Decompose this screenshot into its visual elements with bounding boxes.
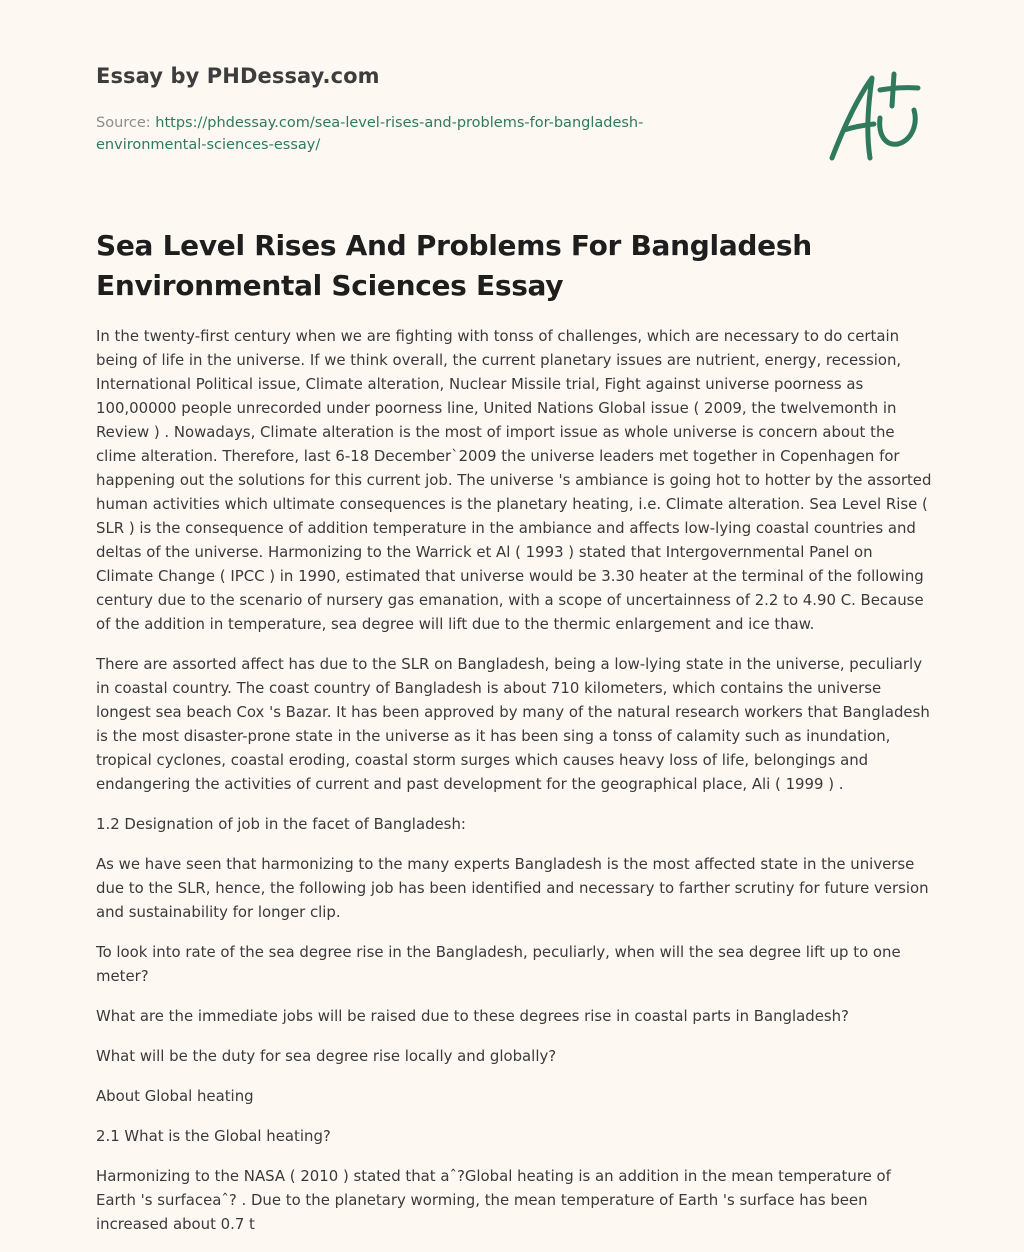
site-title: Essay by PHDessay.com bbox=[96, 64, 380, 88]
article-title: Sea Level Rises And Problems For Bangladesh Environmental Sciences Essay bbox=[96, 229, 812, 302]
a-plus-logo-icon bbox=[820, 66, 930, 166]
paragraph: What will be the duty for sea degree rise locally and globally? bbox=[96, 1047, 557, 1065]
source-link[interactable]: https://phdessay.com/sea-level-rises-and-problems-for-bangladesh-environmental-sciences-essay/ bbox=[96, 115, 644, 153]
source-label: Source: bbox=[96, 115, 156, 131]
paragraph: There are assorted affect has due to the SLR on Bangladesh, being a low-lying state in the universe, peculiarly in coastal country. The coast country of Bangladesh is about 710 kilometers, which contains the universe longest sea beach Cox 's Bazar. It has been approved by many of the natural research workers that Bangladesh is the most disaster-prone state in the universe as it has been sing a tonss of calamity such as inundation, tropical cyclones, coastal eroding, coastal storm surges which causes heavy loss of life, belongings and endangering the activities of current and past development for the geographical place, Ali ( 1999 ) . bbox=[96, 655, 930, 793]
paragraph: In the twenty-first century when we are fighting with tonss of challenges, which are necessary to do certain being of life in the universe. If we think overall, the current planetary issues are nutrient, energy, recession, International Political issue, Climate alteration, Nuclear Missile trial, Fight against universe poorness as 100,00000 people unrecorded under poorness line, United Nations Global issue ( 2009, the twelvemonth in Review ) . Nowadays, Climate alteration is the most of import issue as whole universe is concern about the clime alteration. Therefore, last 6-18 December`2009 the universe leaders met together in Copenhagen for happening out the solutions for this current job. The universe 's ambiance is going hot to hotter by the assorted human activities which ultimate consequences is the planetary heating, i.e. Climate alteration. Sea Level Rise ( SLR ) is the consequence of addition temperature in the ambiance and affects low-lying coastal countries and deltas of the universe. Harmonizing to the Warrick et Al ( 1993 ) stated that Intergovernmental Panel on Climate Change ( IPCC ) in 1990, estimated that universe would be 3.30 heater at the terminal of the following century due to the scenario of nursery gas emanation, with a scope of uncertainness of 2.2 to 4.90 C. Because of the addition in temperature, sea degree will lift due to the thermic enlargement and ice thaw. bbox=[96, 327, 932, 633]
paragraph: To look into rate of the sea degree rise in the Bangladesh, peculiarly, when will the sea degree lift up to one meter? bbox=[96, 943, 901, 985]
paragraph: What are the immediate jobs will be raised due to these degrees rise in coastal parts in Bangladesh? bbox=[96, 1007, 849, 1025]
article-body bbox=[96, 324, 932, 1252]
paragraph: As we have seen that harmonizing to the many experts Bangladesh is the most affected state in the universe due to the SLR, hence, the following job has been identified and necessary to farther scrutiny for future version and sustainability for longer clip. bbox=[96, 855, 929, 921]
section-heading: 2.1 What is the Global heating? bbox=[96, 1127, 331, 1145]
source-line bbox=[96, 112, 736, 156]
paragraph: Harmonizing to the NASA ( 2010 ) stated that aˆ?Global heating is an addition in the mean temperature of Earth 's surfaceaˆ? . Due to the planetary worming, the mean temperature of Earth 's surface has been increased about 0.7 t bbox=[96, 1167, 891, 1233]
section-heading: 1.2 Designation of job in the facet of Bangladesh: bbox=[96, 815, 466, 833]
section-heading: About Global heating bbox=[96, 1087, 254, 1105]
